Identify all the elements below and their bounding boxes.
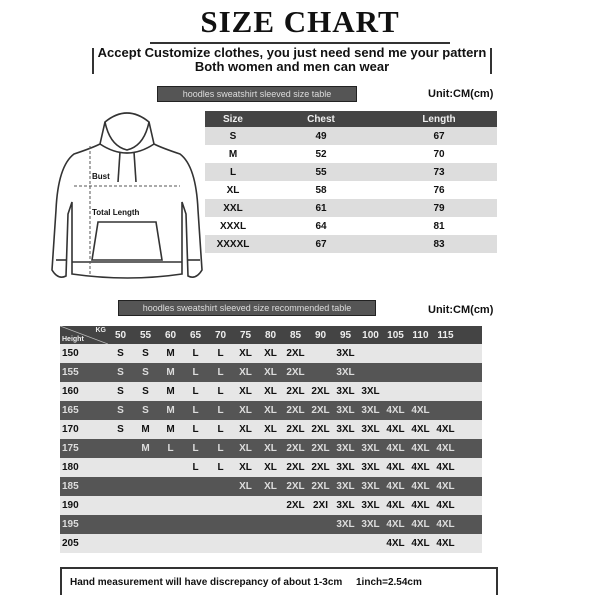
size-cell: 2XL — [311, 405, 330, 416]
size-cell: 4XL — [386, 538, 405, 549]
size-cell: 4XL — [436, 462, 455, 473]
weight-header: 95 — [339, 329, 352, 341]
height-axis-label: Height — [62, 336, 84, 343]
size-cell: 4XL — [411, 405, 430, 416]
size-cell: 2XL — [286, 348, 305, 359]
table-row — [205, 235, 497, 253]
size-cell: L — [217, 386, 224, 397]
weight-header: 70 — [214, 329, 227, 341]
height-label: 205 — [62, 538, 79, 549]
size-cell: 3XL — [336, 405, 355, 416]
size-cell: 4XL — [386, 424, 405, 435]
size-cell: XL — [264, 443, 277, 454]
size-cell: 2XL — [286, 500, 305, 511]
size-cell: XL — [239, 348, 252, 359]
weight-header: 50 — [114, 329, 127, 341]
recommended-table-unit: Unit:CM(cm) — [428, 304, 494, 316]
total-length-label: Total Length — [92, 208, 140, 217]
size-cell: XL — [239, 462, 252, 473]
length-cell: 79 — [433, 202, 445, 214]
size-cell: M — [166, 367, 175, 378]
size-cell: M — [141, 443, 150, 454]
size-cell: XL — [264, 481, 277, 492]
table-row — [60, 477, 482, 496]
size-cell: 4XL — [436, 519, 455, 530]
weight-header: 115 — [437, 329, 454, 341]
size-cell: XL — [239, 367, 252, 378]
size-cell: 4XL — [436, 538, 455, 549]
size-cell: XL — [239, 405, 252, 416]
size-cell: 4XL — [436, 443, 455, 454]
size-cell: M — [166, 424, 175, 435]
size-cell: L — [192, 348, 199, 359]
size-cell: XL — [239, 386, 252, 397]
recommended-table-banner: hoodles sweatshirt sleeved size recommended table — [118, 300, 376, 316]
table-row — [60, 439, 482, 458]
size-table — [205, 111, 497, 253]
size-cell: 3XL — [361, 462, 380, 473]
table-row — [205, 199, 497, 217]
size-cell: L — [192, 424, 199, 435]
length-cell: 73 — [433, 166, 445, 178]
chest-cell: 61 — [315, 202, 327, 214]
size-cell: 3XL — [361, 500, 380, 511]
measurement-discrepancy-note: Hand measurement will have discrepancy of about 1-3cm — [70, 577, 343, 588]
table-row — [60, 401, 482, 420]
size-cell: 4XL — [411, 462, 430, 473]
length-cell: 70 — [433, 148, 445, 160]
weight-header: 85 — [289, 329, 302, 341]
size-cell: XL — [226, 184, 240, 196]
size-cell: 4XL — [386, 405, 405, 416]
table-row — [60, 515, 482, 534]
size-cell: 3XL — [361, 519, 380, 530]
size-cell: 3XL — [336, 386, 355, 397]
size-cell: S — [117, 405, 124, 416]
weight-header: 55 — [139, 329, 152, 341]
height-label: 150 — [62, 348, 79, 359]
weight-header: 60 — [164, 329, 177, 341]
size-cell: L — [217, 405, 224, 416]
size-cell: 2XL — [286, 405, 305, 416]
size-cell: 2XL — [311, 443, 330, 454]
size-cell: L — [217, 462, 224, 473]
chest-cell: 52 — [315, 148, 327, 160]
chest-cell: 55 — [315, 166, 327, 178]
size-cell: M — [166, 386, 175, 397]
height-label: 185 — [62, 481, 79, 492]
notice-line-2: Both women and men can wear — [194, 59, 390, 74]
size-cell: S — [142, 405, 149, 416]
inch-conversion-note: 1inch=2.54cm — [356, 577, 422, 588]
table-row — [60, 420, 482, 439]
size-cell: S — [117, 348, 124, 359]
size-cell: L — [192, 367, 199, 378]
size-cell: 4XL — [411, 500, 430, 511]
size-cell: 2XL — [286, 462, 305, 473]
page-title: SIZE CHART — [200, 4, 400, 39]
size-cell: S — [229, 130, 237, 142]
length-cell: 81 — [433, 220, 445, 232]
size-cell: 3XL — [336, 443, 355, 454]
size-cell: L — [217, 367, 224, 378]
size-cell: S — [117, 424, 124, 435]
size-cell: 3XL — [336, 519, 355, 530]
size-cell: XL — [264, 462, 277, 473]
size-cell: 4XL — [411, 519, 430, 530]
weight-header: 110 — [412, 329, 429, 341]
size-cell: M — [141, 424, 150, 435]
size-cell: XXXL — [219, 220, 247, 232]
size-cell: S — [142, 348, 149, 359]
length-cell: 67 — [433, 130, 445, 142]
size-cell: 4XL — [386, 500, 405, 511]
height-label: 170 — [62, 424, 79, 435]
customize-notice — [92, 46, 492, 76]
size-cell: 2XL — [286, 481, 305, 492]
size-cell: XXL — [223, 202, 243, 214]
size-cell: 4XL — [436, 424, 455, 435]
size-cell: S — [142, 386, 149, 397]
height-label: 155 — [62, 367, 79, 378]
size-cell: 4XL — [436, 481, 455, 492]
chest-cell: 67 — [315, 238, 327, 250]
table-row — [60, 363, 482, 382]
size-cell: 2XL — [286, 386, 305, 397]
table-row — [60, 534, 482, 553]
size-cell: S — [142, 367, 149, 378]
size-cell: 3XL — [336, 348, 355, 359]
size-cell: 3XL — [336, 481, 355, 492]
length-cell: 76 — [433, 184, 445, 196]
size-cell: 3XL — [361, 405, 380, 416]
size-cell: 2XL — [311, 386, 330, 397]
weight-header: 80 — [264, 329, 277, 341]
size-cell: S — [117, 367, 124, 378]
size-recommendation-table — [60, 326, 482, 553]
size-cell: 3XL — [336, 367, 355, 378]
bust-label: Bust — [92, 172, 110, 181]
chest-cell: 49 — [315, 130, 327, 142]
size-cell: L — [167, 443, 174, 454]
table-row — [205, 163, 497, 181]
table-corner — [60, 326, 108, 344]
size-cell: M — [166, 348, 175, 359]
size-cell: XL — [239, 481, 252, 492]
size-cell: 4XL — [411, 424, 430, 435]
chest-cell: 64 — [315, 220, 327, 232]
size-cell: L — [217, 443, 224, 454]
size-cell: XL — [239, 443, 252, 454]
size-cell: 4XL — [411, 443, 430, 454]
size-cell: 2XL — [311, 424, 330, 435]
height-label: 195 — [62, 519, 79, 530]
size-cell: 4XL — [386, 481, 405, 492]
size-cell: 3XL — [361, 386, 380, 397]
size-table-unit: Unit:CM(cm) — [428, 88, 494, 100]
size-cell: 4XL — [411, 481, 430, 492]
height-label: 190 — [62, 500, 79, 511]
size-cell: 3XL — [361, 481, 380, 492]
chest-header: Chest — [307, 113, 335, 125]
table-row — [205, 145, 497, 163]
height-label: 165 — [62, 405, 79, 416]
weight-header: 75 — [239, 329, 252, 341]
notice-line-1: Accept Customize clothes, you just need send me your pattern — [97, 45, 487, 60]
size-cell: XL — [264, 424, 277, 435]
weight-header: 105 — [387, 329, 404, 341]
size-cell: L — [192, 462, 199, 473]
size-cell: XL — [264, 386, 277, 397]
table-row — [60, 496, 482, 515]
weight-header: 100 — [362, 329, 379, 341]
size-table-banner: hoodles sweatshirt sleeved size table — [157, 86, 357, 102]
size-cell: 3XL — [336, 424, 355, 435]
hoodie-illustration — [50, 110, 205, 290]
size-header: Size — [222, 113, 243, 125]
size-cell: 4XL — [436, 500, 455, 511]
weight-axis-label: KG — [95, 327, 106, 334]
size-cell: 3XL — [361, 424, 380, 435]
table-row — [205, 181, 497, 199]
chest-cell: 58 — [315, 184, 327, 196]
weight-header: 65 — [189, 329, 202, 341]
size-cell: 3XL — [336, 462, 355, 473]
size-cell: L — [229, 166, 237, 178]
length-cell: 83 — [433, 238, 445, 250]
size-cell: XL — [264, 405, 277, 416]
size-table-header — [205, 111, 497, 127]
size-cell: 4XL — [411, 538, 430, 549]
weight-header: 90 — [314, 329, 327, 341]
size-cell: 2XL — [311, 481, 330, 492]
height-label: 160 — [62, 386, 79, 397]
size-cell: M — [228, 148, 238, 160]
size-cell: L — [217, 348, 224, 359]
length-header: Length — [422, 113, 456, 125]
table-row — [60, 344, 482, 363]
size-cell: 4XL — [386, 519, 405, 530]
table-row — [205, 217, 497, 235]
size-cell: 3XL — [361, 443, 380, 454]
size-cell: 2XL — [311, 462, 330, 473]
size-cell: S — [117, 386, 124, 397]
size-cell: L — [192, 386, 199, 397]
size-cell: 2XL — [286, 424, 305, 435]
size-cell: XL — [239, 424, 252, 435]
size-cell: L — [192, 405, 199, 416]
footer-note — [60, 567, 498, 595]
height-label: 180 — [62, 462, 79, 473]
size-cell: 2XI — [312, 500, 328, 511]
size-cell: XL — [264, 367, 277, 378]
size-cell: 4XL — [386, 462, 405, 473]
height-label: 175 — [62, 443, 79, 454]
recommendation-header-row — [60, 326, 482, 344]
table-row — [205, 127, 497, 145]
size-cell: M — [166, 405, 175, 416]
size-cell: L — [217, 424, 224, 435]
size-cell: XL — [264, 348, 277, 359]
size-cell: 3XL — [336, 500, 355, 511]
size-cell: 2XL — [286, 367, 305, 378]
hoodie-diagram — [50, 110, 205, 290]
title-underline — [150, 42, 450, 44]
size-cell: 4XL — [386, 443, 405, 454]
size-cell: L — [192, 443, 199, 454]
table-row — [60, 382, 482, 401]
size-cell: 2XL — [286, 443, 305, 454]
size-cell: XXXXL — [216, 238, 250, 250]
table-row — [60, 458, 482, 477]
